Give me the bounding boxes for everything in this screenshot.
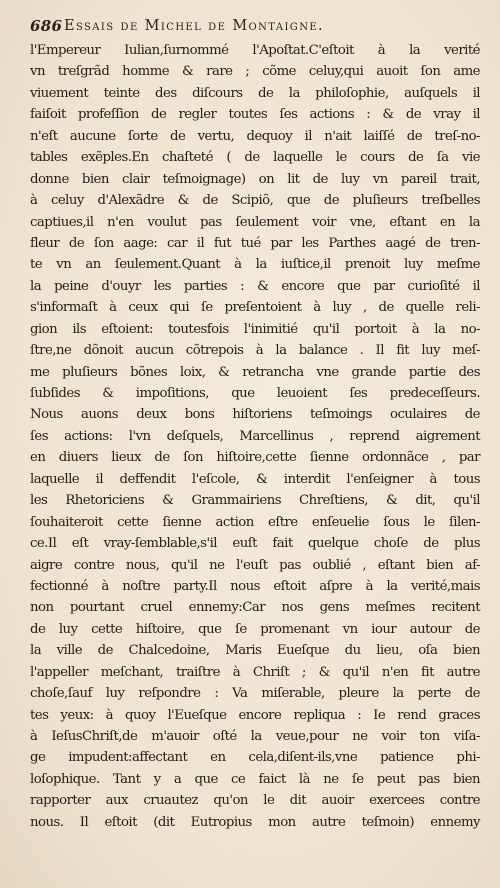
text-line: choſe,ſauf luy reſpondre : Va miſerable, pleure la perte de xyxy=(30,686,480,702)
text-line: te vn an ſeulement.Quant à la iuſtice,il prenoit luy meſme xyxy=(30,257,480,273)
text-line: fectionné à noſtre party.Il nous eſtoit aſpre à la verité,mais xyxy=(30,578,480,594)
text-line: ſes actions: l'vn deſquels, Marcellinus , reprend aigrement xyxy=(30,428,480,444)
text-line: n'eſt aucune ſorte de vertu, dequoy il n'ait laiſſé de treſ-no- xyxy=(30,128,480,144)
text-line: les Rhetoriciens & Grammairiens Chreſtiens, & dit, qu'il xyxy=(30,493,480,509)
text-line: fleur de ſon aage: car il fut tué par les Parthes aagé de tren- xyxy=(30,235,480,251)
text-line: tables exẽples.En chaſteté ( de laquelle le cours de ſa vie xyxy=(30,150,480,166)
page-header xyxy=(30,17,480,41)
text-line: laquelle il deffendit l'eſcole, & interdit l'enſeigner à tous xyxy=(30,471,480,487)
text-line: à IeſusChriſt,de m'auoir oſté la veue,pour ne voir ton viſa- xyxy=(30,729,480,744)
text-line: ſtre,ne dõnoit aucun cõtrepois à la balance . Il fit luy meſ- xyxy=(30,343,480,359)
text-line: nous. Il eſtoit (dit Eutropius mon autre teſmoin) ennemy xyxy=(30,814,480,830)
text-line: l'appeller meſchant, traiſtre à Chriſt ; & qu'il n'en fit autre xyxy=(30,664,480,680)
text-line: la ville de Chalcedoine, Maris Eueſque du lieu, oſa bien xyxy=(30,643,480,659)
text-line: à celuy d'Alexãdre & de Scipiõ, que de pluſieurs treſbelles xyxy=(30,193,480,209)
text-line: captiues,il n'en voulut pas ſeulement voir vne, eſtant en la xyxy=(30,214,480,230)
text-line: loſophique. Tant y a que ce faict là ne ſe peut pas bien xyxy=(30,771,480,787)
text-line: l'Empereur Iulian,ſurnommé l'Apoſtat.C'eſtoit à la verité xyxy=(30,43,480,58)
text-line: me pluſieurs bõnes loix, & retrancha vne grande partie des xyxy=(30,364,480,380)
body-text xyxy=(30,40,480,833)
text-line: viuement teinte des diſcours de la philoſophie, auſquels il xyxy=(30,85,480,101)
text-line: Nous auons deux bons hiſtoriens teſmoings oculaires de xyxy=(30,407,480,423)
text-line: ſubſides & impoſitions, que leuoient ſes predeceſſeurs. xyxy=(30,386,480,401)
text-line: tes yeux: à quoy l'Eueſque encore repliqua : Ie rend graces xyxy=(30,707,480,723)
text-line: rapporter aux cruautez qu'on le dit auoir exercees contre xyxy=(30,793,480,809)
text-line: s'informaſt à ceux qui ſe preſentoient à luy , de quelle reli- xyxy=(30,300,480,316)
text-line: gion ils eſtoient: toutesfois l'inimitié qu'il portoit à la no- xyxy=(30,321,480,337)
text-line: en diuers lieux de ſon hiſtoire,cette ſienne ordonnãce , par xyxy=(30,450,480,466)
text-line: non pourtant cruel ennemy:Car nos gens meſmes recitent xyxy=(30,600,480,616)
text-line: aigre contre nous, qu'il ne l'euſt pas oublié , eſtant bien af- xyxy=(30,557,480,573)
text-line: ge impudent:affectant en cela,diſent-ils,vne patience phi- xyxy=(30,750,480,766)
page-number: 686 xyxy=(30,17,63,35)
text-line: ſouhaiteroit cette ſienne action eſtre enſeuelie ſous le ſilen- xyxy=(30,514,480,530)
running-title: Essais de Michel de Montaigne. xyxy=(64,18,325,34)
text-line: de luy cette hiſtoire, que ſe promenant vn iour autour de xyxy=(30,621,480,637)
text-line: donne bien clair teſmoignage) on lit de luy vn pareil trait, xyxy=(30,171,480,187)
text-line: vn treſgrãd homme & rare ; cõme celuy,qui auoit ſon ame xyxy=(30,64,480,80)
text-line: la peine d'ouyr les parties : & encore que par curioſité il xyxy=(30,278,480,294)
text-line: faiſoit profeſſion de regler toutes ſes actions : & de vray il xyxy=(30,107,480,123)
text-line: ce.Il eſt vray-ſemblable,s'il euſt fait quelque choſe de plus xyxy=(30,536,480,552)
